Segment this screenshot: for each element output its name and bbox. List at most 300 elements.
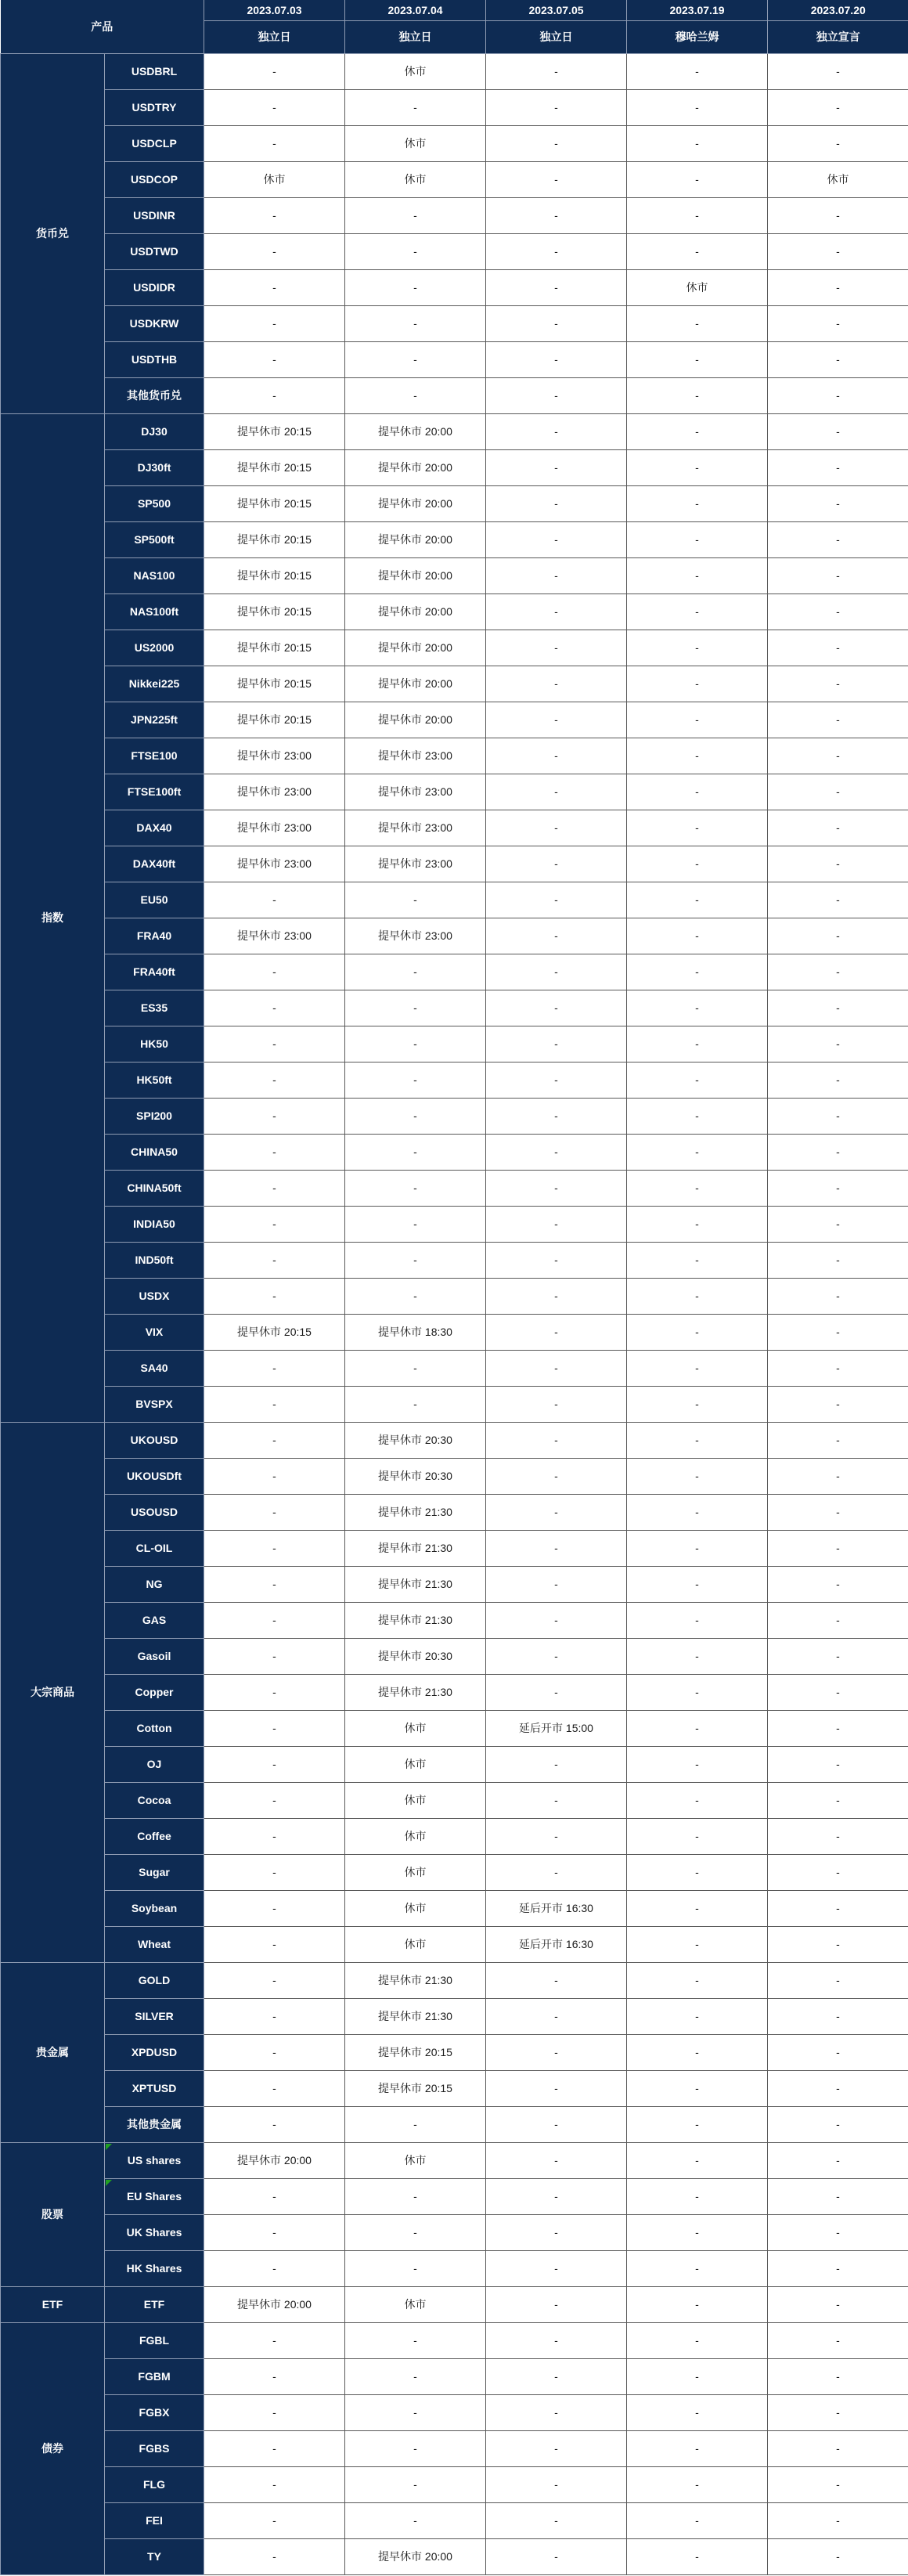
table-row (1, 1314, 908, 1350)
product-name: 其他货币兑 (127, 389, 182, 402)
value-cell: 休市 (345, 53, 486, 89)
value-cell: 提早休市 20:00 (345, 2538, 486, 2574)
value-cell: - (627, 413, 768, 449)
value-cell: - (768, 521, 908, 557)
value-cell: - (768, 1962, 908, 1998)
value-cell: - (486, 521, 627, 557)
value-cell: - (768, 557, 908, 593)
value-cell: 休市 (627, 269, 768, 305)
product-cell (105, 2142, 204, 2178)
value-cell: 提早休市 20:15 (204, 485, 345, 521)
value-cell: - (768, 1854, 908, 1890)
product-name: HK50 (140, 1037, 168, 1050)
value-cell: - (768, 1242, 908, 1278)
value-cell: - (627, 810, 768, 846)
value-cell: - (486, 341, 627, 377)
value-cell: - (627, 1458, 768, 1494)
table-body (1, 53, 908, 2574)
product-name: XPDUSD (131, 2046, 178, 2058)
value-cell: 延后开市 16:30 (486, 1926, 627, 1962)
value-cell: - (768, 1746, 908, 1782)
value-cell: - (204, 1602, 345, 1638)
product-cell (105, 2178, 204, 2214)
value-cell: - (204, 2034, 345, 2070)
product-cell (105, 630, 204, 666)
table-row (1, 990, 908, 1026)
value-cell: - (204, 1458, 345, 1494)
product-cell (105, 1422, 204, 1458)
value-cell: - (204, 1170, 345, 1206)
product-header-cell: 产品 (1, 0, 204, 53)
value-cell: - (486, 1602, 627, 1638)
product-cell (105, 2466, 204, 2502)
value-cell: - (345, 1242, 486, 1278)
value-cell: - (345, 2430, 486, 2466)
value-cell: 提早休市 21:30 (345, 1998, 486, 2034)
table-row (1, 1278, 908, 1314)
product-cell (105, 882, 204, 918)
product-name: FEI (146, 2514, 163, 2527)
value-cell: - (345, 1350, 486, 1386)
value-cell: - (204, 2214, 345, 2250)
value-cell: - (768, 1350, 908, 1386)
value-cell: 提早休市 23:00 (204, 918, 345, 954)
value-cell: - (204, 990, 345, 1026)
table-row (1, 1170, 908, 1206)
value-cell: - (486, 233, 627, 269)
table-row (1, 1674, 908, 1710)
table-row (1, 197, 908, 233)
value-cell: - (627, 2502, 768, 2538)
date-header-cell: 2023.07.03 (204, 0, 345, 20)
value-cell: 提早休市 20:00 (345, 521, 486, 557)
value-cell: - (627, 1782, 768, 1818)
product-name: USDINR (133, 209, 175, 222)
value-cell: - (486, 593, 627, 630)
product-name: FRA40ft (133, 965, 175, 978)
table-row (1, 1890, 908, 1926)
value-cell: - (486, 449, 627, 485)
value-cell: - (204, 2250, 345, 2286)
value-cell: - (768, 377, 908, 413)
table-row (1, 2502, 908, 2538)
value-cell: - (768, 1458, 908, 1494)
value-cell: - (768, 449, 908, 485)
value-cell: - (486, 1854, 627, 1890)
value-cell: - (768, 89, 908, 125)
table-row (1, 413, 908, 449)
table-row (1, 2214, 908, 2250)
table-row (1, 1386, 908, 1422)
value-cell: - (768, 233, 908, 269)
product-cell (105, 2286, 204, 2322)
value-cell: - (204, 1818, 345, 1854)
value-cell: - (768, 1530, 908, 1566)
product-cell (105, 1530, 204, 1566)
product-name: DJ30ft (137, 461, 171, 474)
value-cell: - (486, 918, 627, 954)
product-cell (105, 1206, 204, 1242)
value-cell: 提早休市 20:15 (204, 666, 345, 702)
value-cell: - (204, 269, 345, 305)
value-cell: - (345, 882, 486, 918)
product-cell (105, 161, 204, 197)
value-cell: - (204, 2358, 345, 2394)
value-cell: - (204, 1782, 345, 1818)
value-cell: - (486, 810, 627, 846)
product-cell (105, 990, 204, 1026)
value-cell: - (204, 125, 345, 161)
product-cell (105, 485, 204, 521)
value-cell: - (627, 1278, 768, 1314)
product-name: SPI200 (136, 1109, 172, 1122)
product-cell (105, 666, 204, 702)
value-cell: 提早休市 23:00 (345, 774, 486, 810)
value-cell: - (204, 2502, 345, 2538)
value-cell: - (486, 2106, 627, 2142)
product-cell (105, 89, 204, 125)
value-cell: - (345, 269, 486, 305)
value-cell: - (627, 305, 768, 341)
product-name: ES35 (140, 1001, 168, 1014)
value-cell: - (768, 593, 908, 630)
value-cell: - (486, 1206, 627, 1242)
product-name: DAX40ft (132, 857, 176, 870)
product-name: USDX (139, 1290, 170, 1302)
value-cell: - (768, 53, 908, 89)
value-cell: - (768, 2250, 908, 2286)
value-cell: - (345, 2250, 486, 2286)
product-name: US shares (127, 2154, 182, 2167)
product-cell (105, 1170, 204, 1206)
value-cell: 提早休市 20:15 (345, 2034, 486, 2070)
table-row (1, 1710, 908, 1746)
value-cell: - (768, 630, 908, 666)
value-cell: - (486, 738, 627, 774)
product-name: INDIA50 (133, 1218, 175, 1230)
value-cell: - (768, 2106, 908, 2142)
value-cell: - (486, 305, 627, 341)
value-cell: - (486, 1278, 627, 1314)
category-cell: 股票 (1, 2142, 105, 2286)
value-cell: - (768, 1998, 908, 2034)
value-cell: - (627, 738, 768, 774)
value-cell: 提早休市 21:30 (345, 1602, 486, 1638)
value-cell: - (204, 1998, 345, 2034)
value-cell: - (486, 1314, 627, 1350)
value-cell: - (486, 1674, 627, 1710)
table-row (1, 125, 908, 161)
value-cell: - (204, 1566, 345, 1602)
product-cell (105, 1278, 204, 1314)
product-cell (105, 1746, 204, 1782)
value-cell: - (627, 1926, 768, 1962)
product-name: VIX (145, 1326, 164, 1338)
value-cell: - (627, 1386, 768, 1422)
value-cell: - (627, 2250, 768, 2286)
value-cell: 提早休市 20:00 (204, 2286, 345, 2322)
table-row (1, 2070, 908, 2106)
product-cell (105, 2538, 204, 2574)
table-row (1, 2142, 908, 2178)
value-cell: - (768, 1134, 908, 1170)
value-cell: - (627, 197, 768, 233)
value-cell: - (345, 305, 486, 341)
product-cell (105, 197, 204, 233)
product-name: XPTUSD (132, 2082, 177, 2094)
product-cell (105, 1854, 204, 1890)
value-cell: - (204, 1350, 345, 1386)
value-cell: - (486, 954, 627, 990)
value-cell: - (345, 1098, 486, 1134)
value-cell: - (768, 125, 908, 161)
value-cell: - (768, 2502, 908, 2538)
value-cell: - (204, 341, 345, 377)
value-cell: 提早休市 21:30 (345, 1962, 486, 1998)
table-row (1, 1638, 908, 1674)
product-name: Soybean (131, 1902, 178, 1914)
value-cell: - (627, 882, 768, 918)
product-cell (105, 2034, 204, 2070)
table-row (1, 269, 908, 305)
product-cell (105, 593, 204, 630)
value-cell: 提早休市 20:15 (204, 449, 345, 485)
product-name: US2000 (134, 641, 175, 654)
value-cell: - (768, 990, 908, 1026)
table-row (1, 1458, 908, 1494)
value-cell: - (768, 1278, 908, 1314)
product-name: HK Shares (126, 2262, 182, 2275)
category-cell: 债券 (1, 2322, 105, 2574)
product-cell (105, 1638, 204, 1674)
product-name: BVSPX (135, 1398, 173, 1410)
value-cell: - (768, 1170, 908, 1206)
product-name: GOLD (138, 1974, 171, 1986)
product-cell (105, 2214, 204, 2250)
product-name: USDBRL (131, 65, 178, 78)
value-cell: 提早休市 23:00 (204, 738, 345, 774)
value-cell: - (486, 1386, 627, 1422)
value-cell: - (768, 954, 908, 990)
value-cell: - (486, 413, 627, 449)
value-cell: - (345, 341, 486, 377)
value-cell: - (627, 1638, 768, 1674)
table-row (1, 2322, 908, 2358)
table-row (1, 846, 908, 882)
value-cell: - (768, 1494, 908, 1530)
value-cell: - (768, 305, 908, 341)
value-cell: - (768, 1710, 908, 1746)
product-cell (105, 1602, 204, 1638)
product-cell (105, 2106, 204, 2142)
product-name: NG (146, 1578, 163, 1590)
value-cell: - (768, 1818, 908, 1854)
value-cell: - (204, 1134, 345, 1170)
product-name: 其他贵金属 (127, 2118, 182, 2130)
product-cell (105, 269, 204, 305)
value-cell: - (768, 413, 908, 449)
product-cell (105, 2394, 204, 2430)
value-cell: - (768, 1890, 908, 1926)
product-cell (105, 2358, 204, 2394)
value-cell: 提早休市 20:15 (204, 1314, 345, 1350)
table-row (1, 557, 908, 593)
product-name: EU50 (140, 893, 168, 906)
product-name: JPN225ft (131, 713, 178, 726)
category-cell: ETF (1, 2286, 105, 2322)
product-cell (105, 702, 204, 738)
table-row (1, 882, 908, 918)
value-cell: - (345, 89, 486, 125)
value-cell: 休市 (345, 1782, 486, 1818)
value-cell: - (768, 1602, 908, 1638)
value-cell: - (627, 2394, 768, 2430)
value-cell: - (627, 2358, 768, 2394)
value-cell: - (486, 1818, 627, 1854)
value-cell: 提早休市 23:00 (345, 918, 486, 954)
value-cell: 提早休市 20:00 (345, 702, 486, 738)
value-cell: - (486, 882, 627, 918)
table-row (1, 1962, 908, 1998)
value-cell: - (768, 918, 908, 954)
product-name: CHINA50 (131, 1145, 178, 1158)
value-cell: - (627, 630, 768, 666)
product-name: SA40 (140, 1362, 168, 1374)
value-cell: 提早休市 20:15 (345, 2070, 486, 2106)
product-cell (105, 1494, 204, 1530)
table-row (1, 2250, 908, 2286)
value-cell: - (627, 233, 768, 269)
value-cell: 提早休市 20:15 (204, 413, 345, 449)
product-name: FGBS (139, 2442, 170, 2455)
product-name: ETF (143, 2298, 165, 2311)
table-row (1, 918, 908, 954)
table-row (1, 521, 908, 557)
value-cell: 提早休市 21:30 (345, 1566, 486, 1602)
product-name: Sugar (139, 1866, 170, 1878)
product-name: SP500ft (134, 533, 175, 546)
product-cell (105, 2070, 204, 2106)
value-cell: - (627, 1710, 768, 1746)
product-name: USDKRW (129, 317, 179, 330)
value-cell: - (486, 2430, 627, 2466)
product-cell (105, 1710, 204, 1746)
holiday-header-cell: 独立日 (345, 20, 486, 53)
value-cell: - (768, 2070, 908, 2106)
table-row (1, 1026, 908, 1062)
value-cell: - (204, 1746, 345, 1782)
value-cell: - (486, 774, 627, 810)
value-cell: 提早休市 20:15 (204, 521, 345, 557)
value-cell: - (768, 2286, 908, 2322)
product-name: Copper (135, 1686, 174, 1698)
value-cell: - (486, 666, 627, 702)
product-cell (105, 1062, 204, 1098)
value-cell: - (486, 2178, 627, 2214)
value-cell: - (204, 1674, 345, 1710)
product-cell (105, 449, 204, 485)
value-cell: - (627, 53, 768, 89)
product-cell (105, 341, 204, 377)
value-cell: - (204, 1854, 345, 1890)
value-cell: 休市 (345, 2142, 486, 2178)
value-cell: - (627, 846, 768, 882)
value-cell: - (627, 702, 768, 738)
value-cell: 休市 (345, 1818, 486, 1854)
value-cell: - (768, 882, 908, 918)
value-cell: - (627, 1134, 768, 1170)
value-cell: - (486, 2322, 627, 2358)
product-cell (105, 125, 204, 161)
value-cell: - (627, 1422, 768, 1458)
product-cell (105, 2502, 204, 2538)
value-cell: - (627, 1026, 768, 1062)
value-cell: 提早休市 21:30 (345, 1494, 486, 1530)
value-cell: - (345, 1062, 486, 1098)
value-cell: 休市 (345, 1746, 486, 1782)
value-cell: 提早休市 20:00 (345, 485, 486, 521)
value-cell: - (627, 1818, 768, 1854)
value-cell: - (627, 954, 768, 990)
value-cell: - (204, 1890, 345, 1926)
value-cell: - (627, 1098, 768, 1134)
value-cell: 提早休市 20:00 (204, 2142, 345, 2178)
value-cell: - (627, 2070, 768, 2106)
value-cell: - (204, 882, 345, 918)
value-cell: - (204, 1206, 345, 1242)
table-row (1, 233, 908, 269)
value-cell: - (627, 1314, 768, 1350)
product-name: HK50ft (136, 1073, 172, 1086)
value-cell: - (486, 2250, 627, 2286)
table-row (1, 2286, 908, 2322)
product-cell (105, 1134, 204, 1170)
table-row (1, 341, 908, 377)
value-cell: - (768, 1638, 908, 1674)
product-name: FGBX (139, 2406, 170, 2419)
value-cell: - (486, 89, 627, 125)
value-cell: - (627, 1746, 768, 1782)
value-cell: - (204, 2466, 345, 2502)
product-cell (105, 377, 204, 413)
product-cell (105, 954, 204, 990)
value-cell: - (627, 125, 768, 161)
date-header-cell: 2023.07.19 (627, 0, 768, 20)
value-cell: - (486, 1746, 627, 1782)
value-cell: - (768, 846, 908, 882)
table-row (1, 377, 908, 413)
product-name: USDTHB (131, 353, 178, 366)
product-cell (105, 774, 204, 810)
value-cell: - (204, 197, 345, 233)
table-row (1, 2106, 908, 2142)
product-cell (105, 413, 204, 449)
value-cell: 提早休市 20:00 (345, 557, 486, 593)
table-row (1, 1206, 908, 1242)
value-cell: 休市 (768, 161, 908, 197)
product-cell (105, 1674, 204, 1710)
product-name: CL-OIL (135, 1542, 173, 1554)
product-cell (105, 1782, 204, 1818)
value-cell: - (768, 1566, 908, 1602)
product-cell (105, 305, 204, 341)
table-row (1, 774, 908, 810)
value-cell: 休市 (345, 1710, 486, 1746)
value-cell: - (486, 1998, 627, 2034)
product-name: Cotton (136, 1722, 172, 1734)
table-row (1, 89, 908, 125)
value-cell: - (486, 377, 627, 413)
